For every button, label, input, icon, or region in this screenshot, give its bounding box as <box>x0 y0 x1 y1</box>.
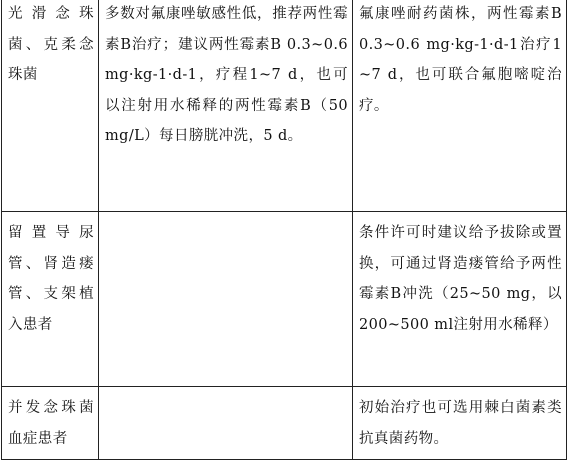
population-cell <box>2 387 99 460</box>
sensitive-treatment-text: 多数对氟康唑敏感性低，推荐两性霉素B治疗；建议两性霉素B 0.3~0.6 mg·kg-1·d-1，疗程1~7 d，也可以注射用水稀释的两性霉素B（50 mg/L）每日膀胱冲洗，5 d。 <box>105 6 348 144</box>
population-text: 留置导尿管、肾造瘘管、支架植入患者 <box>8 225 94 333</box>
resistant-treatment-cell <box>353 0 567 212</box>
population-text: 光滑念珠菌、克柔念珠菌 <box>8 6 94 83</box>
table-row <box>2 387 567 460</box>
table-row <box>2 212 567 387</box>
sensitive-treatment-cell <box>99 0 353 212</box>
table-row <box>2 0 567 212</box>
population-cell <box>2 0 99 212</box>
resistant-treatment-cell <box>353 212 567 387</box>
resistant-treatment-text: 初始治疗也可选用棘白菌素类抗真菌药物。 <box>359 400 562 447</box>
population-cell <box>2 212 99 387</box>
resistant-treatment-text: 条件许可时建议给予拔除或置换，可通过肾造瘘管给予两性霉素B冲洗（25~50 mg，以200~500 ml注射用水稀释） <box>359 225 562 333</box>
sensitive-treatment-cell <box>99 387 353 460</box>
resistant-treatment-cell <box>353 387 567 460</box>
sensitive-treatment-cell <box>99 212 353 387</box>
resistant-treatment-text: 氟康唑耐药菌株，两性霉素B 0.3~0.6 mg·kg-1·d-1治疗1~7 d，也可联合氟胞嘧啶治疗。 <box>359 6 562 114</box>
population-text: 并发念珠菌血症患者 <box>8 400 94 447</box>
treatment-table <box>1 0 567 460</box>
